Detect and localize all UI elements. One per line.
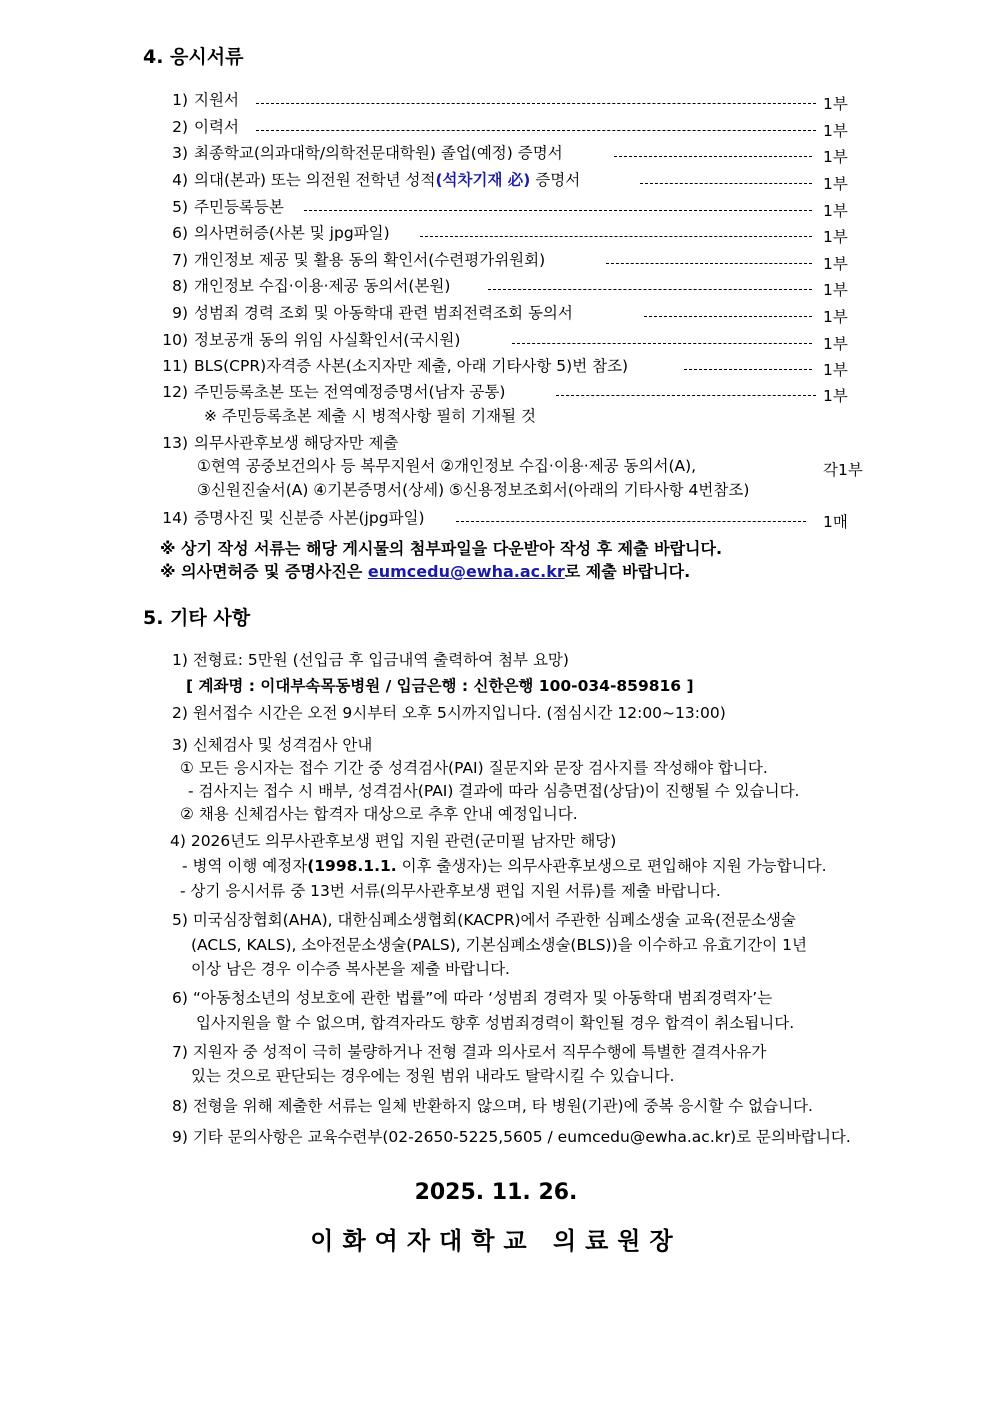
doc-qty: 1부 — [823, 148, 848, 166]
doc-item: 7) 개인정보 제공 및 활용 동의 확인서(수련평가위원회) — [172, 251, 546, 269]
doc-item: 12) 주민등록초본 또는 전역예정증명서(남자 공통) — [162, 383, 506, 401]
info-line: 이상 남은 경우 이수증 복사본을 제출 바랍니다. — [191, 960, 510, 978]
doc-item-subline: ①현역 공중보건의사 등 복무지원서 ②개인정보 수집·이용·제공 동의서(A), — [197, 457, 697, 475]
doc-qty: 1부 — [823, 308, 848, 326]
leader-line — [256, 130, 816, 131]
document-date: 2025. 11. 26. — [414, 1180, 578, 1205]
doc-item: 5) 주민등록등본 — [172, 198, 284, 216]
doc-item: 11) BLS(CPR)자격증 사본(소지자만 제출, 아래 기타사항 5)번 참조) — [162, 357, 629, 375]
info-line: 6) “아동청소년의 성보호에 관한 법률”에 따라 ‘성범죄 경력자 및 아동학대 범죄경력자’는 — [172, 989, 773, 1007]
doc-qty: 1부 — [823, 335, 848, 353]
info-line: - 병역 이행 예정자(1998.1.1. 이후 출생자)는 의무사관후보생으로 편입해야 지원 가능합니다. — [182, 857, 827, 875]
info-line: 1) 전형료: 5만원 (선입금 후 입금내역 출력하여 첨부 요망) — [172, 651, 569, 669]
leader-line — [256, 103, 816, 104]
leader-line — [640, 183, 812, 184]
doc-qty: 각1부 — [823, 461, 863, 479]
doc-qty: 1부 — [823, 202, 848, 220]
doc-item: 6) 의사면허증(사본 및 jpg파일) — [172, 224, 390, 242]
info-line: - 상기 응시서류 중 13번 서류(의무사관후보생 편입 지원 서류)를 제출 바랍니다. — [180, 882, 721, 900]
leader-line — [420, 236, 812, 237]
doc-item: 8) 개인정보 수집·이용·제공 동의서(본원) — [172, 277, 451, 295]
info-line: 8) 전형을 위해 제출한 서류는 일체 반환하지 않으며, 타 병원(기관)에 중복 응시할 수 없습니다. — [172, 1097, 813, 1115]
section5-title: 5. 기타 사항 — [143, 607, 251, 629]
info-line: ① 모든 응시자는 접수 기간 중 성격검사(PAI) 질문지와 문장 검사지를 작성해야 합니다. — [180, 759, 768, 777]
doc-qty: 1매 — [823, 513, 848, 531]
leader-line — [456, 521, 806, 522]
info-line: 5) 미국심장협회(AHA), 대한심폐소생협회(KACPR)에서 주관한 심폐소생술 교육(전문소생술 — [172, 911, 796, 929]
doc-qty: 1부 — [823, 95, 848, 113]
leader-line — [606, 263, 812, 264]
highlight-text: (석차기재 必) — [435, 171, 531, 189]
doc-item: 9) 성범죄 경력 조회 및 아동학대 관련 범죄전력조회 동의서 — [172, 304, 573, 322]
bank-account-line: [ 계좌명 : 이대부속목동병원 / 입금은행 : 신한은행 100-034-859816 ] — [186, 677, 694, 695]
info-line: ② 채용 신체검사는 합격자 대상으로 추후 안내 예정입니다. — [180, 805, 578, 823]
email-link[interactable]: eumcedu@ewha.ac.kr — [367, 562, 565, 581]
leader-line — [644, 316, 812, 317]
doc-item: 13) 의무사관후보생 해당자만 제출 — [162, 434, 399, 452]
doc-qty: 1부 — [823, 387, 848, 405]
info-line: 7) 지원자 중 성적이 극히 불량하거나 전형 결과 의사로서 직무수행에 특별한 결격사유가 — [172, 1043, 767, 1061]
info-line: 2) 원서접수 시간은 오전 9시부터 오후 5시까지입니다. (점심시간 12:00~13:00) — [172, 704, 726, 722]
info-line: 3) 신체검사 및 성격검사 안내 — [172, 736, 373, 754]
info-line: 있는 것으로 판단되는 경우에는 정원 범위 내라도 탈락시킬 수 있습니다. — [191, 1067, 675, 1085]
info-line: 4) 2026년도 의무사관후보생 편입 지원 관련(군미필 남자만 해당) — [170, 832, 617, 850]
doc-item: 2) 이력서 — [172, 118, 239, 136]
info-line: 입사지원을 할 수 없으며, 합격자라도 향후 성범죄경력이 확인될 경우 합격이 취소됩니다. — [196, 1014, 795, 1032]
doc-item: 10) 정보공개 동의 위임 사실확인서(국시원) — [162, 331, 461, 349]
info-line: 9) 기타 문의사항은 교육수련부(02-2650-5225,5605 / eumcedu@ewha.ac.kr)로 문의바랍니다. — [172, 1128, 851, 1146]
issuer-signature: 이화여자대학교 의료원장 — [310, 1227, 682, 1255]
notice-email: ※ 의사면허증 및 증명사진은 eumcedu@ewha.ac.kr로 제출 바랍니다. — [160, 562, 691, 581]
section4-title: 4. 응시서류 — [143, 46, 244, 68]
leader-line — [684, 369, 812, 370]
doc-item-note: ※ 주민등록초본 제출 시 병적사항 필히 기재될 것 — [204, 407, 536, 425]
doc-qty: 1부 — [823, 361, 848, 379]
leader-line — [556, 395, 816, 396]
doc-qty: 1부 — [823, 228, 848, 246]
doc-qty: 1부 — [823, 122, 848, 140]
doc-item: 3) 최종학교(의과대학/의학전문대학원) 졸업(예정) 증명서 — [172, 144, 563, 162]
doc-item-subline: ③신원진술서(A) ④기본증명서(상세) ⑤신용정보조회서(아래의 기타사항 4번참조) — [197, 481, 750, 499]
doc-qty: 1부 — [823, 255, 848, 273]
info-line: - 검사지는 접수 시 배부, 성격검사(PAI) 결과에 따라 심층면접(상담)이 진행될 수 있습니다. — [188, 782, 800, 800]
leader-line — [304, 210, 812, 211]
leader-line — [488, 289, 812, 290]
doc-item: 1) 지원서 — [172, 91, 239, 109]
notice-attachment: ※ 상기 작성 서류는 해당 게시물의 첨부파일을 다운받아 작성 후 제출 바랍니다. — [160, 539, 723, 558]
leader-line — [512, 343, 812, 344]
doc-item: 14) 증명사진 및 신분증 사본(jpg파일) — [162, 509, 425, 527]
doc-qty: 1부 — [823, 175, 848, 193]
doc-qty: 1부 — [823, 281, 848, 299]
info-line: (ACLS, KALS), 소아전문소생술(PALS), 기본심폐소생술(BLS))을 이수하고 유효기간이 1년 — [191, 936, 807, 954]
leader-line — [614, 156, 812, 157]
doc-item: 4) 의대(본과) 또는 의전원 전학년 성적(석차기재 必) 증명서 — [172, 171, 581, 189]
